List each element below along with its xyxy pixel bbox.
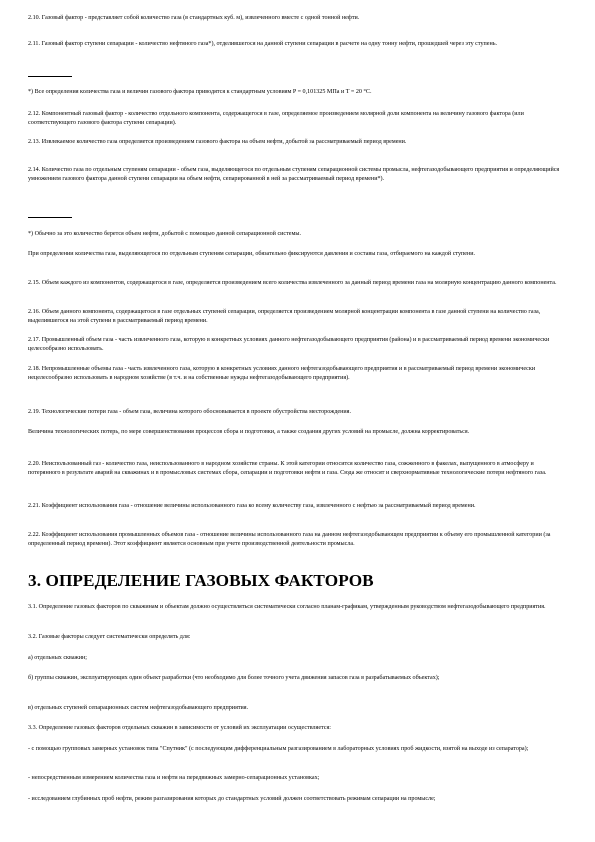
bullet-direct-measurement: - непосредственным измерением количества газа и нефти на передвижных замерно-сепарационных установках; — [28, 775, 320, 781]
list-item-v: в) отдельных ступеней сепарационных систем нефтегазодобывающего предприятия. — [28, 705, 249, 711]
paragraph-3-1: 3.1. Определение газовых факторов по скважинам и объектам должно осуществляться систематически согласно планам-графикам, утвержденным руководством нефтегазодобывающего предприятия. — [28, 604, 546, 610]
paragraph-2-15: 2.15. Объем каждого из компонентов, содержащегося в газе, определяется произведением всего количества извлеченного за данный период времени газа на молярную концентрацию данного компонента. — [28, 280, 557, 286]
paragraph-2-10: 2.10. Газовый фактор - представляет собой количество газа (в стандартных куб. м), извлеченного вместе с одной тонной нефти. — [28, 15, 360, 21]
paragraph-sampling: При определении количества газа, выделяющегося по отдельным ступеням сепарации, обязательно фиксируются давления и составы газа, отбираемого на каждой ступени. — [28, 251, 476, 257]
paragraph-2-19: 2.19. Технологические потери газа - объем газа, величина которого обосновывается в проекте обустройства месторождения. — [28, 409, 351, 415]
list-item-a: а) отдельных скважин; — [28, 655, 87, 661]
paragraph-2-12: 2.12. Компонентный газовый фактор - количество отдельного компонента, содержащегося в газе, определяемое произведением молярной доли компонента на величину газового фактора (или соответствующего газового фактора ступени сепарации). — [28, 111, 524, 126]
paragraph-2-11: 2.11. Газовый фактор ступени сепарации - количество нефтяного газа*), отделившегося на данной ступени сепарации в расчете на одну тонну нефти, прошедшей через эту ступень. — [28, 41, 498, 47]
paragraph-2-17: 2.17. Промышленный объем газа - часть извлеченного газа, которую в конкретных условиях данного нефтегазодобывающего предприятия (района) и в рассматриваемый период времени экономически целесообразно использовать. — [28, 337, 550, 352]
bullet-deep-samples: - исследованием глубинных проб нефти, режим разгазирования которых до стандартных условий должен соответствовать режимам сепарации на промысле; — [28, 796, 436, 802]
footnote-divider — [28, 217, 72, 218]
paragraph-2-13: 2.13. Извлекаемое количество газа определяется произведением газового фактора на объем нефти, добытой за рассматриваемый период времени. — [28, 139, 407, 145]
paragraph-2-21: 2.21. Коэффициент использования газа - отношение величины использованного газа ко всему количеству газа, извлеченного с нефтью за рассматриваемый период времени. — [28, 503, 476, 509]
paragraph-3-3: 3.3. Определение газовых факторов отдельных скважин в зависимости от условий их эксплуатации осуществляется: — [28, 725, 331, 731]
paragraph-tech-losses: Величина технологических потерь, по мере совершенствования процессов сбора и подготовки, а также создания других условий на промысле, должна корректироваться. — [28, 429, 470, 435]
list-item-b: б) группы скважин, эксплуатирующих один объект разработки (что необходимо для более точного учета движения запасов газа в разрабатываемых объектах); — [28, 675, 440, 681]
paragraph-2-16: 2.16. Объем данного компонента, содержащегося в газе отдельных ступеней сепарации, определяется произведением молярной концентрации компонента в газе данной ступени на количество газа, выделившегося на этой ступени в рассматриваемый период времени. — [28, 309, 541, 324]
paragraph-2-22: 2.22. Коэффициент использования промышленных объемов газа - отношение величины использованного газа на данном нефтегазодобывающем предприятии к объему его промышленной категории (за определенный период времени). Этот коэффициент является основным при учете производственной деятельности промысла. — [28, 532, 551, 547]
paragraph-2-18: 2.18. Непромышленные объемы газа - часть извлеченного газа, которую в конкретных условиях данного нефтегазодобывающего предприятия и в рассматриваемый период времени экономически нецелесообразно использовать в народном хозяйстве (в т.ч. и на собственные нужды нефтегазодобывающего предприятия). — [28, 366, 536, 381]
footnote-2: *) Обычно за это количество берется объем нефти, добытой с помощью данной сепарационной системы. — [28, 231, 301, 237]
paragraph-3-2: 3.2. Газовые факторы следует систематически определять для: — [28, 634, 191, 640]
section-heading: 3. ОПРЕДЕЛЕНИЕ ГАЗОВЫХ ФАКТОРОВ — [28, 571, 374, 590]
bullet-sputnik: - с помощью групповых замерных установок типа "Спутник" (с последующим дифференциальным разгазированием в лабораторных условиях проб жидкости, взятой на выходе из сепаратора); — [28, 746, 529, 752]
paragraph-2-20: 2.20. Неиспользованный газ - количество газа, неиспользованного в народном хозяйстве страны. К этой категории относится количество газа, сожженного в факелах, выпущенного в атмосферу и потерянного в результате аварий на скважинах и в промысловых системах сбора, сепарации и подготовки нефти и газа. Сюда же относят и сверхнормативные технологические потери нефтяного газа. — [28, 461, 547, 476]
footnote-1: *) Все определения количества газа и величин газового фактора приводятся к стандартным условиям P = 0,101325 МПа и T = 20 °C. — [28, 89, 372, 95]
paragraph-2-14: 2.14. Количество газа по отдельным ступеням сепарации - объем газа, выделяющегося по отдельным ступеням сепарационной системы промысла, нефтегазодобывающего предприятия и определяющийся умножением газового фактора данной ступени сепарации на объем нефти, сепарированной в ней за рассматриваемый период времени*). — [28, 167, 560, 182]
footnote-divider — [28, 76, 72, 77]
